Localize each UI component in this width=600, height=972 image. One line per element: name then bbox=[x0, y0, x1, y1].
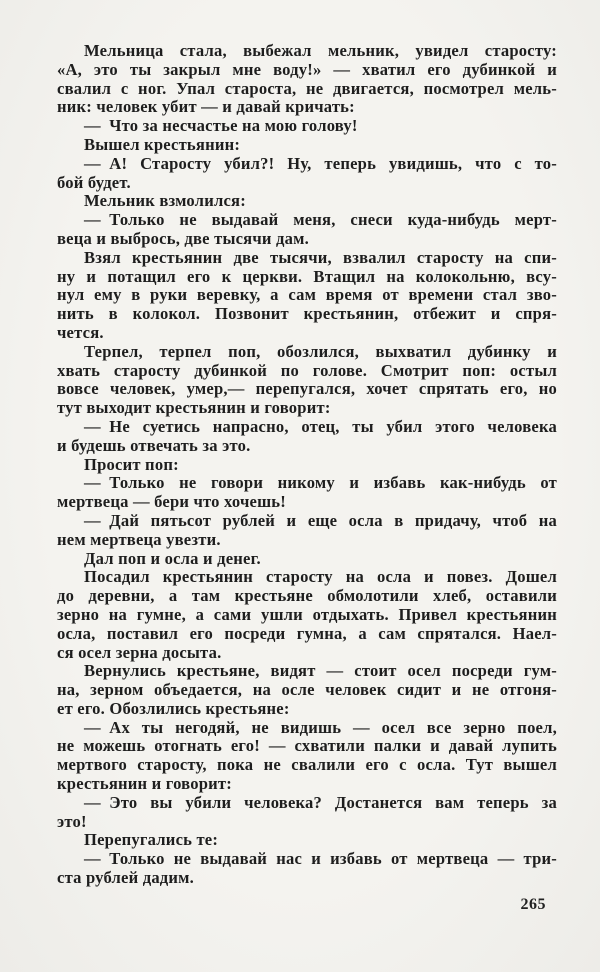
text-line: — Ах ты негодяй, не видишь — осел все зерно поел, bbox=[84, 717, 557, 737]
paragraph bbox=[57, 136, 557, 155]
text-line: Терпел, терпел поп, обозлился, выхватил дубинку и bbox=[84, 341, 557, 361]
text-line: свалил с ног. Упал староста, не двигается, посмотрел мель- bbox=[57, 78, 557, 98]
text-line: — Это вы убили человека? Достанется вам теперь за bbox=[84, 792, 557, 812]
paragraph bbox=[57, 117, 557, 136]
text-line: Мельница стала, выбежал мельник, увидел старосту: bbox=[84, 41, 557, 60]
text-line: ет его. Обозлились крестьяне: bbox=[57, 698, 290, 718]
paragraph bbox=[57, 662, 557, 718]
text-line: Мельник взмолился: bbox=[84, 191, 246, 211]
text-line: крестьянин и говорит: bbox=[57, 774, 232, 794]
text-line: чется. bbox=[57, 322, 104, 342]
text-line: не можешь отогнать его! — схватили палки и давай лупить bbox=[57, 736, 557, 756]
page-number: 265 bbox=[520, 896, 546, 913]
text-line: бой будет. bbox=[57, 172, 131, 192]
text-line: «А, это ты закрыл мне воду!» — хватил его дубинкой и bbox=[57, 59, 557, 79]
paragraph bbox=[57, 249, 557, 343]
paragraph bbox=[57, 568, 557, 662]
paragraph bbox=[57, 512, 557, 550]
text-line: Дал поп и осла и денег. bbox=[84, 548, 261, 568]
text-line: нить в колокол. Позвонит крестьянин, отбежит и спря- bbox=[57, 304, 557, 324]
text-line: и будешь отвечать за это. bbox=[57, 435, 251, 455]
paragraph bbox=[57, 192, 557, 211]
text-line: — Что за несчастье на мою голову! bbox=[84, 116, 358, 136]
text-line: хвать старосту дубинкой по голове. Смотрит поп: остыл bbox=[57, 360, 557, 380]
text-line: — Дай пятьсот рублей и еще осла в придачу, чтоб на bbox=[84, 510, 557, 530]
text-line: — А! Старосту убил?! Ну, теперь увидишь, что с то- bbox=[84, 153, 557, 173]
paragraph bbox=[57, 719, 557, 794]
paragraph bbox=[57, 794, 557, 832]
text-line: Перепугались те: bbox=[84, 830, 219, 850]
text-line: Просит поп: bbox=[84, 454, 179, 474]
paragraph bbox=[57, 474, 557, 512]
text-line: это! bbox=[57, 811, 87, 831]
text-line: веца и выбрось, две тысячи дам. bbox=[57, 228, 309, 248]
text-line: — Только не выдавай нас и избавь от мертвеца — три- bbox=[84, 849, 557, 869]
text-line: Взял крестьянин две тысячи, взвалил старосту на спи- bbox=[84, 247, 557, 267]
text-line: мертвеца — бери что хочешь! bbox=[57, 492, 286, 512]
text-line: тут выходит крестьянин и говорит: bbox=[57, 398, 331, 418]
text-line: — Только не выдавай меня, снеси куда-нибудь мерт- bbox=[84, 210, 557, 230]
text-line: Вышел крестьянин: bbox=[84, 134, 241, 154]
paragraph bbox=[57, 831, 557, 850]
paragraph bbox=[57, 343, 557, 418]
paragraph bbox=[57, 850, 557, 888]
paragraph bbox=[57, 550, 557, 569]
text-line: ник: человек убит — и давай кричать: bbox=[57, 97, 355, 117]
text-line: на, зерном объедается, на осле человек сидит и не отгоня- bbox=[57, 680, 557, 700]
paragraph bbox=[57, 418, 557, 456]
paragraph bbox=[57, 456, 557, 475]
text-line: — Только не говори никому и избавь как-нибудь от bbox=[84, 473, 557, 493]
text-line: Вернулись крестьяне, видят — стоит осел посреди гум- bbox=[84, 661, 557, 681]
text-line: осла, поставил его посреди гумна, а сам спрятался. Наел- bbox=[57, 623, 557, 643]
text-line: вовсе человек, умер,— перепугался, хочет спрятать его, но bbox=[57, 379, 557, 399]
text-line: нем мертвеца увезти. bbox=[57, 529, 221, 549]
story-text-block bbox=[57, 42, 557, 888]
text-line: нул ему в руки веревку, а сам время от времени стал зво- bbox=[57, 285, 557, 305]
text-line: до деревни, а там крестьяне обмолотили хлеб, оставили bbox=[57, 586, 557, 606]
paragraph bbox=[57, 211, 557, 249]
text-line: ся осел зерна досыта. bbox=[57, 642, 222, 662]
text-line: ну и потащил его к церкви. Втащил на колокольню, всу- bbox=[57, 266, 557, 286]
text-line: зерно на гумне, а сами ушли отдыхать. Привел крестьянин bbox=[57, 604, 557, 624]
paragraph bbox=[57, 42, 557, 117]
text-line: ста рублей дадим. bbox=[57, 868, 195, 888]
text-line: — Не суетись напрасно, отец, ты убил этого человека bbox=[84, 416, 557, 436]
paragraph bbox=[57, 155, 557, 193]
text-line: Посадил крестьянин старосту на осла и повез. Дошел bbox=[84, 567, 557, 587]
text-line: мертвого старосту, пока не свалили его с осла. Тут вышел bbox=[57, 755, 557, 775]
